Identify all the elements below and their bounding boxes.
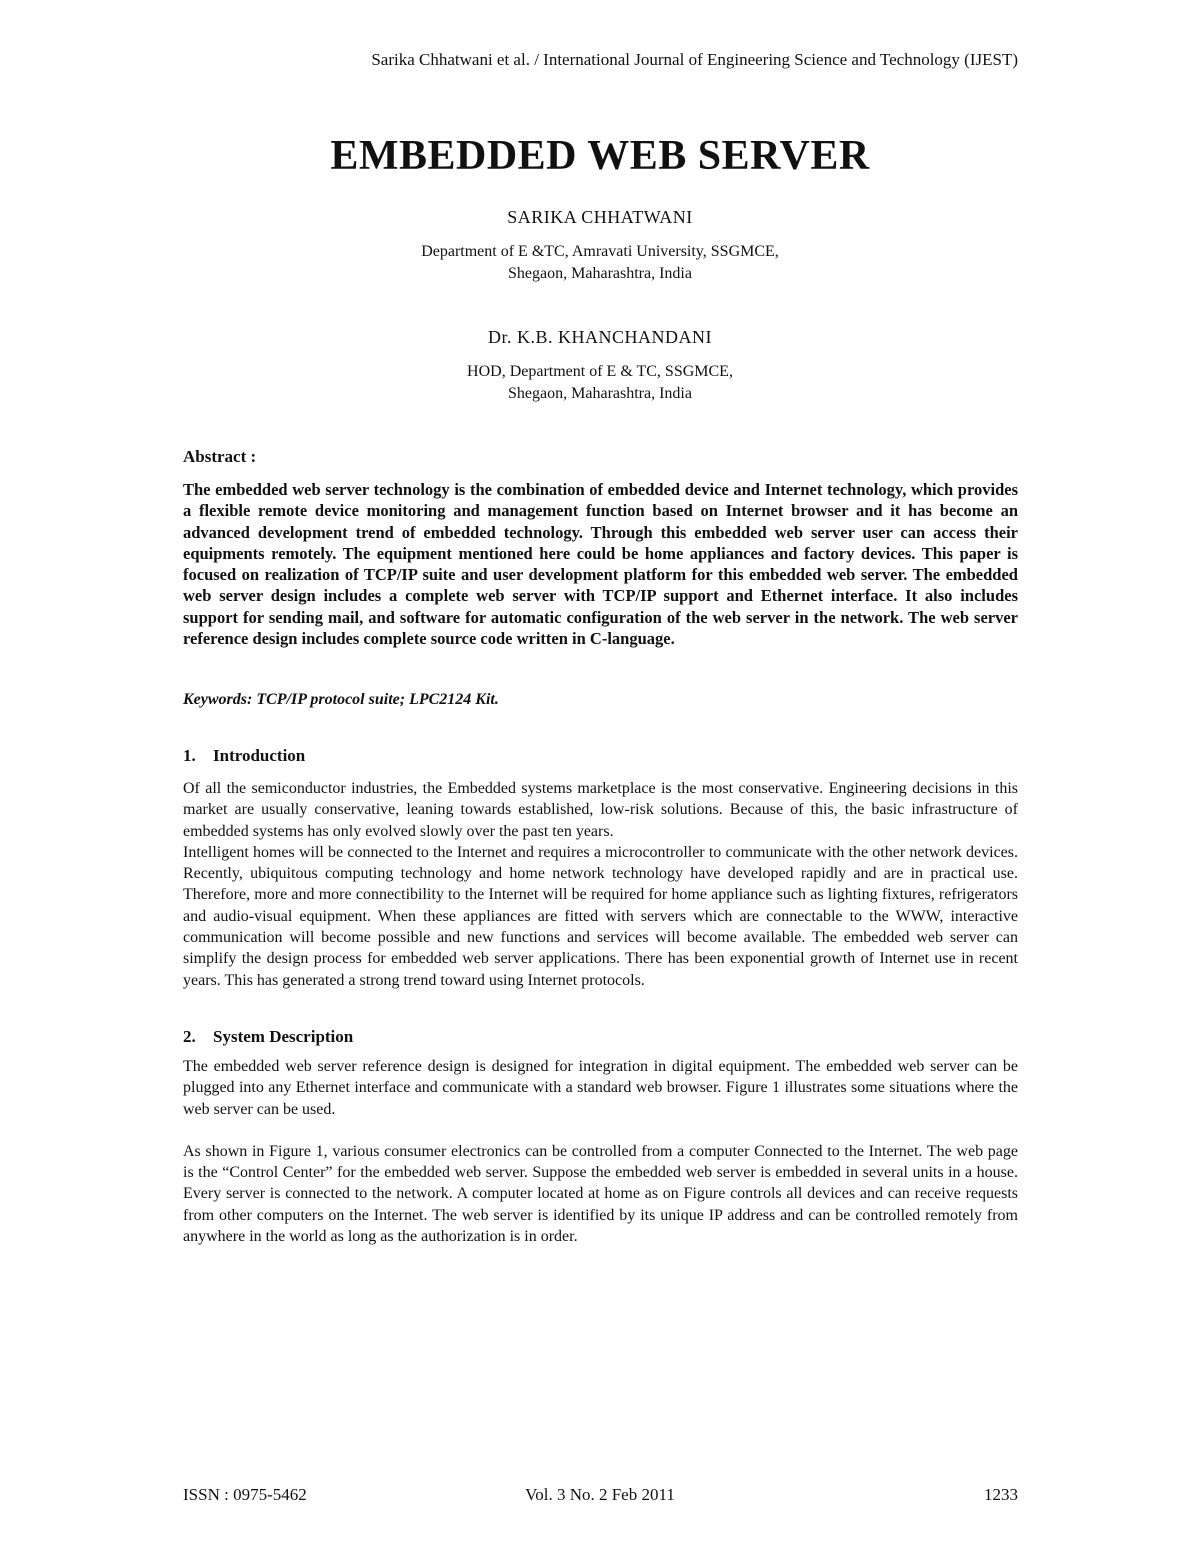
section-title: Introduction	[213, 746, 306, 765]
paragraph: Of all the semiconductor industries, the Embedded systems marketplace is the most conservative. Engineering decisions in this market are usually conservative, leaning towards established, low-risk solutions. Because of this, the basic infrastructure of embedded systems has only evolved slowly over the past ten years.	[183, 780, 1018, 840]
author-affiliation-2	[0, 361, 1200, 405]
section-heading-system-description	[183, 1027, 1018, 1047]
section-number: 1.	[183, 746, 196, 765]
section-body-system-description	[183, 1056, 1018, 1247]
section-body-introduction	[183, 778, 1018, 991]
paragraph: As shown in Figure 1, various consumer electronics can be controlled from a computer Connected to the Internet. The web page is the “Control Center” for the embedded web server. Suppose the embedded web server is embedded in several units in a house. Every server is connected to the network. A computer located at home as on Figure controls all devices and can receive requests from other computers on the Internet. The web server is identified by its unique IP address and can be controlled remotely from anywhere in the world as long as the authorization is in order.	[183, 1142, 1018, 1246]
paragraph: The embedded web server reference design is designed for integration in digital equipment. The embedded web server can be plugged into any Ethernet interface and communicate with a standard web browser. Figure 1 illustrates some situations where the web server can be used.	[183, 1058, 1018, 1118]
author-name-1: SARIKA CHHATWANI	[507, 207, 693, 227]
author-affiliation-1	[0, 241, 1200, 285]
affiliation-line: Shegaon, Maharashtra, India	[508, 265, 692, 282]
keywords: Keywords: TCP/IP protocol suite; LPC2124 Kit.	[183, 691, 499, 708]
affiliation-line: Department of E &TC, Amravati University, SSGMCE,	[421, 243, 779, 260]
affiliation-line: HOD, Department of E & TC, SSGMCE,	[467, 363, 733, 380]
footer-volume: Vol. 3 No. 2 Feb 2011	[525, 1485, 675, 1504]
affiliation-line: Shegaon, Maharashtra, India	[508, 385, 692, 402]
section-title: System Description	[213, 1027, 354, 1046]
footer-issn: ISSN : 0975-5462	[183, 1485, 307, 1504]
section-heading-introduction	[183, 746, 1018, 766]
running-header: Sarika Chhatwani et al. / International Journal of Engineering Science and Technology (IJEST)	[371, 50, 1018, 69]
author-name-2: Dr. K.B. KHANCHANDANI	[488, 327, 712, 347]
abstract-text: The embedded web server technology is the combination of embedded device and Internet technology, which provides a flexible remote device monitoring and management function based on Internet browser and it has become an advanced development trend of embedded technology. Through this embedded web server user can access their equipments remotely. The equipment mentioned here could be home appliances and factory devices. This paper is focused on realization of TCP/IP suite and user development platform for this embedded web server. The embedded web server design includes a complete web server with TCP/IP support and Ethernet interface. It also includes support for sending mail, and software for automatic configuration of the web server in the network. The web server reference design includes complete source code written in C-language.	[183, 480, 1018, 649]
paragraph: Intelligent homes will be connected to the Internet and requires a microcontroller to communicate with the other network devices. Recently, ubiquitous computing technology and home network technology have developed rapidly and are in practical use. Therefore, more and more connectibility to the Internet will be required for home appliance such as lighting fixtures, refrigerators and audio-visual equipment. When these appliances are fitted with servers which are connectable to the WWW, interactive communication will become possible and new functions and services will become available. The embedded web server can simplify the design process for embedded web server applications. There has been exponential growth of Internet use in recent years. This has generated a strong trend toward using Internet protocols.	[183, 843, 1018, 989]
section-number: 2.	[183, 1027, 196, 1046]
abstract-heading: Abstract :	[183, 447, 257, 466]
paper-title: EMBEDDED WEB SERVER	[330, 133, 870, 179]
footer-page-number: 1233	[984, 1485, 1018, 1504]
